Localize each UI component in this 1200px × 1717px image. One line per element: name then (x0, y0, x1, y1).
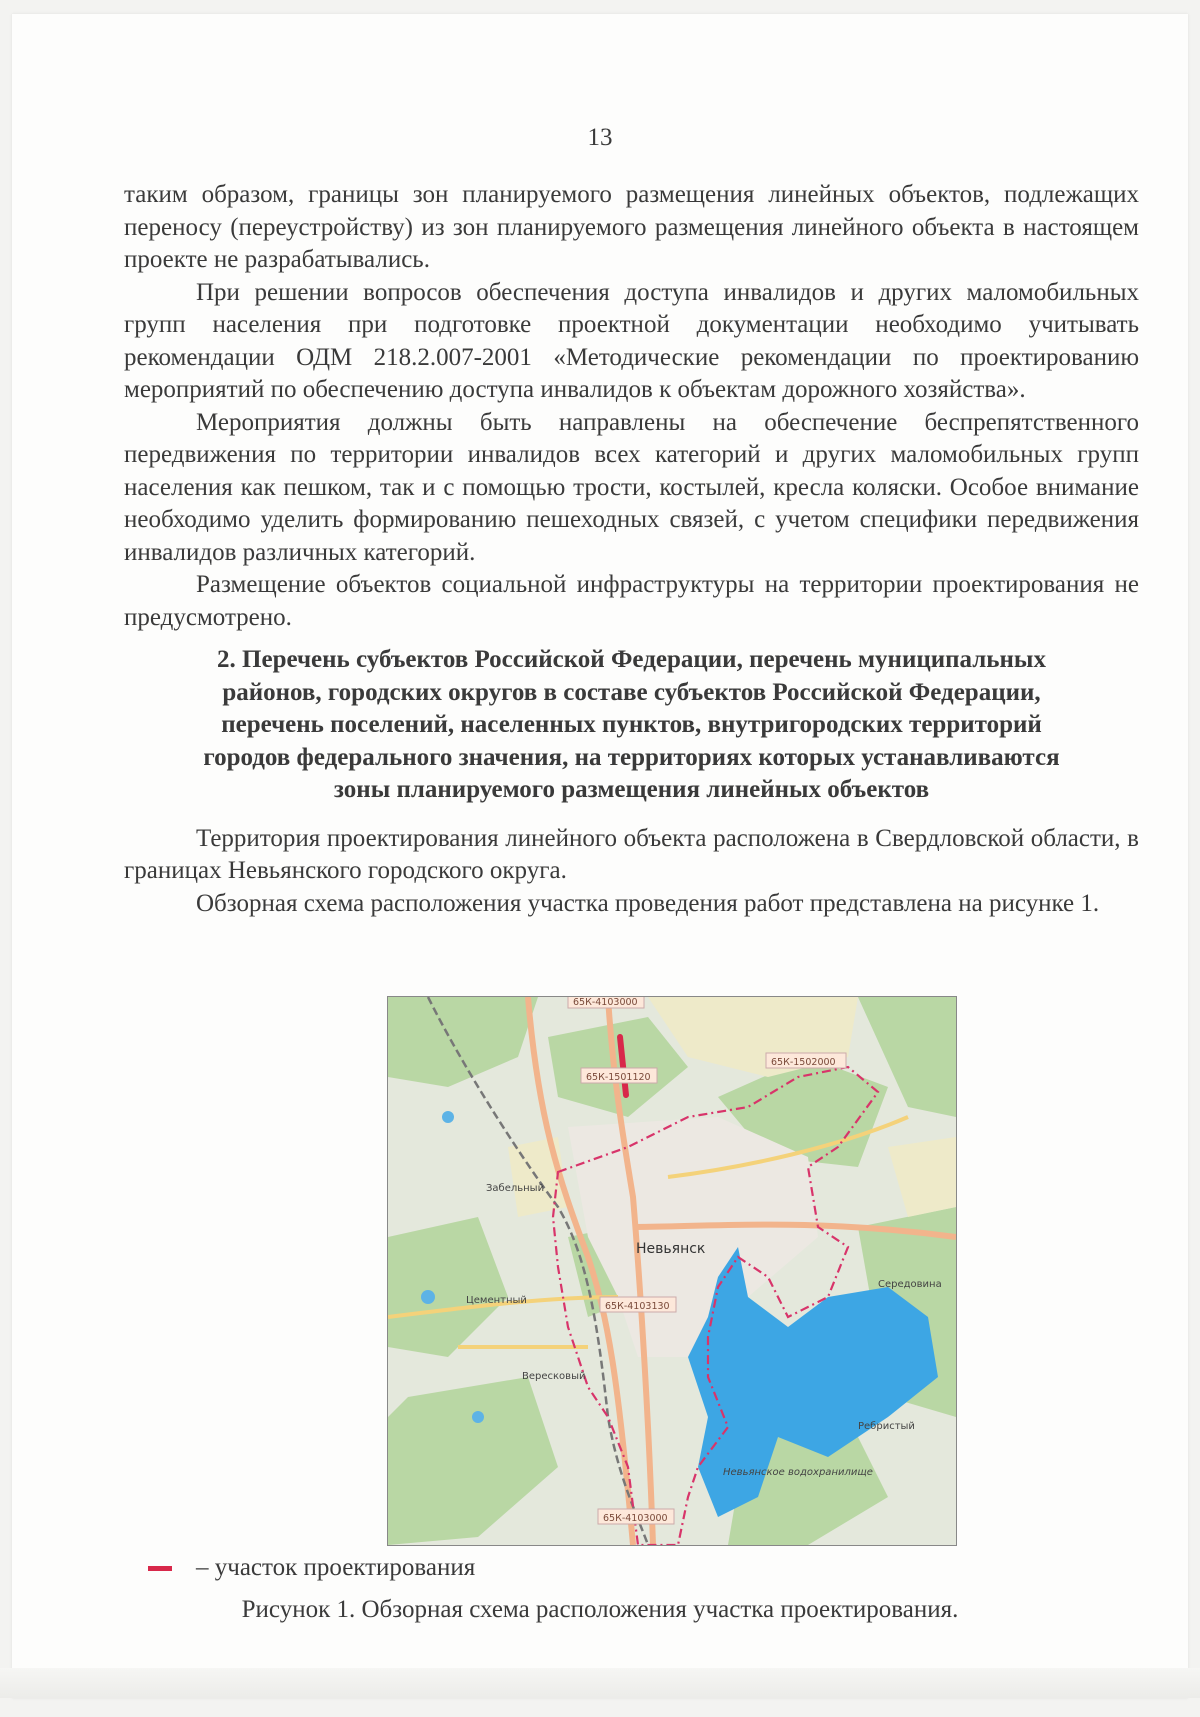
place-label: Вересковый (522, 1371, 586, 1382)
heading-line: районов, городских округов в составе субъектов Российской Федерации, (222, 678, 1041, 706)
road-code: 65К-1501120 (586, 1072, 651, 1083)
paragraph: Обзорная схема расположения участка проведения работ представлена на рисунке 1. (196, 889, 1100, 917)
paragraph: При решении вопросов обеспечения доступа инвалидов и других маломобильных групп населения при подготовке проектной документации необходимо учитывать рекомендации ОДМ 218.2.007-2001 «Методические рекомендации по проектированию мероприятий по обеспечению доступа инвалидов к объектам дорожного хозяйства». (124, 278, 1139, 403)
road-code: 65К-4103000 (603, 1513, 668, 1524)
legend-label: – участок проектирования (196, 1554, 476, 1581)
heading-line: городов федерального значения, на территориях которых устанавливаются (203, 743, 1060, 771)
heading-line: 2. Перечень субъектов Российской Федерации, перечень муниципальных (217, 646, 1046, 673)
legend-swatch (148, 1566, 172, 1571)
paragraph: Размещение объектов социальной инфраструктуры на территории проектирования не предусмотрено. (124, 571, 1139, 631)
overview-map (387, 996, 957, 1546)
page-number: 13 (587, 124, 613, 151)
heading-line: перечень поселений, населенных пунктов, внутригородских территорий (221, 711, 1042, 738)
place-label: Цементный (466, 1295, 527, 1306)
road-code: 65К-4103130 (605, 1301, 670, 1312)
road-code: 65К-1502000 (771, 1057, 836, 1068)
heading-line: зоны планируемого размещения линейных объектов (333, 776, 930, 803)
place-label: Невьянское водохранилище (723, 1467, 873, 1478)
place-label: Забельный (486, 1183, 545, 1194)
place-label: Середовина (878, 1279, 942, 1290)
paragraph: Мероприятия должны быть направлены на обеспечение беспрепятственного передвижения по территории инвалидов всех категорий и других маломобильных групп населения как пешком, так и с помощью трости, костылей, кресла коляски. Особое внимание необходимо уделить формированию пешеходных связей, с учетом специфики передвижения инвалидов различных категорий. (124, 408, 1139, 566)
map-graphic (388, 997, 956, 1545)
scan-edge (0, 1668, 1200, 1698)
paragraph: таким образом, границы зон планируемого размещения линейных объектов, подлежащих переносу (переустройству) из зон планируемого размещения линейного объекта в настоящем проекте не разрабатывались. (124, 181, 1139, 273)
body-text (124, 179, 1139, 920)
road-code: 65К-4103000 (573, 997, 638, 1008)
map-legend (148, 1550, 475, 1586)
figure-caption: Рисунок 1. Обзорная схема расположения участка проектирования. (241, 1596, 959, 1623)
document-page (12, 14, 1188, 1698)
paragraph: Территория проектирования линейного объекта расположена в Свердловской области, в границах Невьянского городского округа. (124, 824, 1139, 884)
place-label: Ребристый (858, 1421, 915, 1432)
city-label: Невьянск (636, 1241, 706, 1257)
section-heading (124, 644, 1139, 807)
